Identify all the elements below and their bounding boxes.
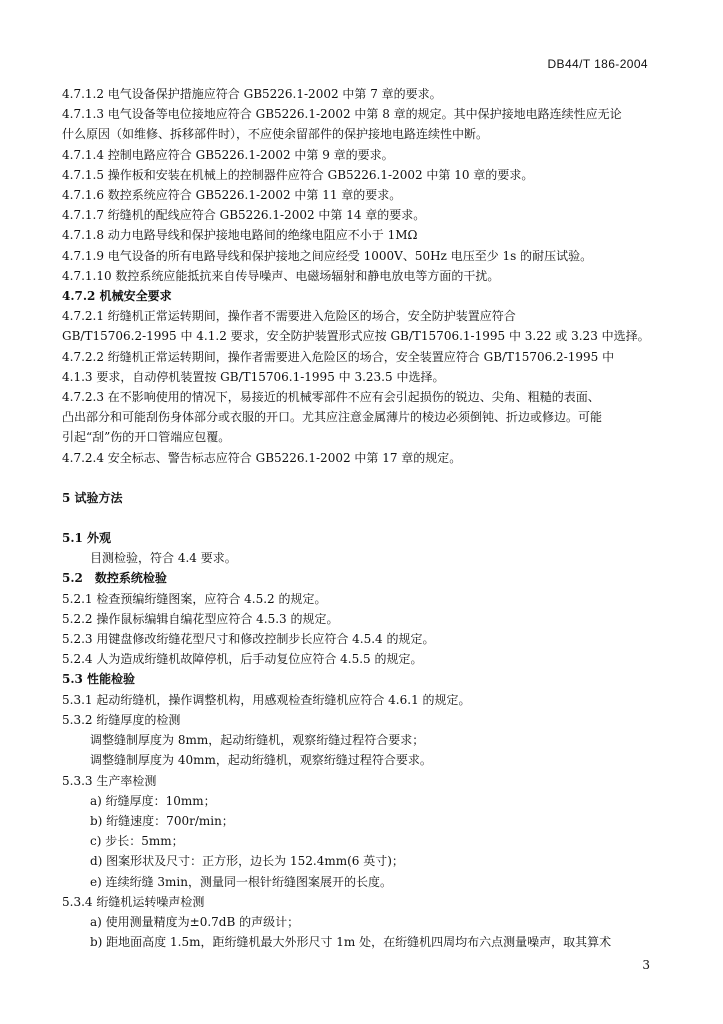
heading-4-7-2: 4.7.2 机械安全要求 bbox=[62, 289, 172, 304]
body-text bbox=[62, 84, 652, 952]
clause-4-7-1-10: 4.7.1.10 数控系统应能抵抗来自传导噪声、电磁场辐射和静电放电等方面的干扰。 bbox=[62, 268, 500, 283]
clause-5-2-1: 5.2.1 检查预编绗缝图案，应符合 4.5.2 的规定。 bbox=[62, 591, 327, 606]
clause-4-7-2-3-end: 引起“刮”伤的开口管端应包覆。 bbox=[62, 430, 231, 445]
clause-4-7-1-5: 4.7.1.5 操作板和安装在机械上的控制器件应符合 GB5226.1-2002 中第 10 章的要求。 bbox=[62, 167, 534, 182]
list-item-a-noise: a) 使用测量精度为±0.7dB 的声级计； bbox=[90, 914, 300, 929]
clause-4-7-1-2: 4.7.1.2 电气设备保护措施应符合 GB5226.1-2002 中第 7 章的要求。 bbox=[62, 87, 442, 101]
list-item-d: d) 图案形状及尺寸：正方形，边长为 152.4mm(6 英寸)； bbox=[90, 854, 404, 869]
list-item-c: c) 步长：5mm； bbox=[90, 834, 184, 849]
page-number: 3 bbox=[642, 958, 650, 972]
heading-5-3-3: 5.3.3 生产率检测 bbox=[62, 773, 157, 788]
clause-4-7-2-3: 4.7.2.3 在不影响使用的情况下，易接近的机械零部件不应有会引起损伤的锐边、尖角、粗糙的表面、 bbox=[62, 390, 600, 405]
clause-4-7-2-1: 4.7.2.1 绗缝机正常运转期间，操作者不需要进入危险区的场合，安全防护装置应符合 bbox=[62, 309, 516, 324]
heading-5-2: 5.2 数控系统检验 bbox=[62, 571, 167, 586]
heading-5-1: 5.1 外观 bbox=[62, 531, 112, 546]
heading-5-3: 5.3 性能检验 bbox=[62, 672, 136, 687]
clause-5-3-2-a: 调整缝制厚度为 8mm，起动绗缝机，观察绗缝过程符合要求； bbox=[90, 733, 425, 748]
list-item-b: b) 绗缝速度：700r/min； bbox=[90, 813, 234, 828]
clause-4-7-1-3: 4.7.1.3 电气设备等电位接地应符合 GB5226.1-2002 中第 8 章的规定。其中保护接地电路连续性应无论 bbox=[62, 107, 622, 122]
section-5-title: 5 试验方法 bbox=[62, 490, 123, 505]
clause-5-1-body: 目测检验，符合 4.4 要求。 bbox=[90, 551, 237, 566]
clause-4-7-1-8: 4.7.1.8 动力电路导线和保护接地电路间的绝缘电阻应不小于 1MΩ bbox=[62, 228, 418, 243]
clause-5-2-3: 5.2.3 用键盘修改绗缝花型尺寸和修改控制步长应符合 4.5.4 的规定。 bbox=[62, 632, 435, 647]
clause-5-3-1: 5.3.1 起动绗缝机，操作调整机构，用感观检查绗缝机应符合 4.6.1 的规定。 bbox=[62, 692, 471, 707]
clause-5-2-2: 5.2.2 操作鼠标编辑自编花型应符合 4.5.3 的规定。 bbox=[62, 611, 339, 626]
clause-4-7-1-4: 4.7.1.4 控制电路应符合 GB5226.1-2002 中第 9 章的要求。 bbox=[62, 147, 394, 162]
clause-4-7-2-1-cont: GB/T15706.2-1995 中 4.1.2 要求，安全防护装置形式应按 GB/T15706.1-1995 中 3.22 或 3.23 中选择。 bbox=[62, 329, 650, 344]
clause-4-7-2-2: 4.7.2.2 绗缝机正常运转期间，操作者需要进入危险区的场合，安全装置应符合 GB/T15706.2-1995 中 bbox=[62, 349, 615, 364]
list-item-e: e) 连续绗缝 3min，测量同一根针绗缝图案展开的长度。 bbox=[90, 874, 392, 889]
heading-5-3-4: 5.3.4 绗缝机运转噪声检测 bbox=[62, 894, 205, 909]
clause-5-3-2-b: 调整缝制厚度为 40mm，起动绗缝机，观察绗缝过程符合要求。 bbox=[90, 753, 432, 768]
clause-4-7-2-2-cont: 4.1.3 要求，自动停机装置按 GB/T15706.1-1995 中 3.23.5 中选择。 bbox=[62, 369, 445, 384]
clause-4-7-1-3-cont: 什么原因（如维修、拆移部件时），不应使余留部件的保护接地电路连续性中断。 bbox=[62, 127, 489, 142]
clause-4-7-1-7: 4.7.1.7 绗缝机的配线应符合 GB5226.1-2002 中第 14 章的要求。 bbox=[62, 208, 426, 223]
clause-4-7-2-3-cont: 凸出部分和可能刮伤身体部分或衣服的开口。尤其应注意金属薄片的棱边必须倒钝、折边或修边。可能 bbox=[62, 410, 603, 425]
clause-5-2-4: 5.2.4 人为造成绗缝机故障停机，后手动复位应符合 4.5.5 的规定。 bbox=[62, 652, 423, 667]
document-id-header: DB44/T 186-2004 bbox=[547, 57, 648, 71]
clause-4-7-2-4: 4.7.2.4 安全标志、警告标志应符合 GB5226.1-2002 中第 17 章的规定。 bbox=[62, 450, 462, 465]
clause-4-7-1-6: 4.7.1.6 数控系统应符合 GB5226.1-2002 中第 11 章的要求。 bbox=[62, 188, 402, 203]
heading-5-3-2: 5.3.2 绗缝厚度的检测 bbox=[62, 712, 181, 727]
clause-4-7-1-9: 4.7.1.9 电气设备的所有电路导线和保护接地之间应经受 1000V、50Hz 电压至少 1s 的耐压试验。 bbox=[62, 248, 593, 263]
list-item-b-noise: b) 距地面高度 1.5m，距绗缝机最大外形尺寸 1m 处，在绗缝机四周均布六点测量噪声，取其算术 bbox=[90, 935, 612, 950]
list-item-a: a) 绗缝厚度：10mm； bbox=[90, 793, 216, 808]
